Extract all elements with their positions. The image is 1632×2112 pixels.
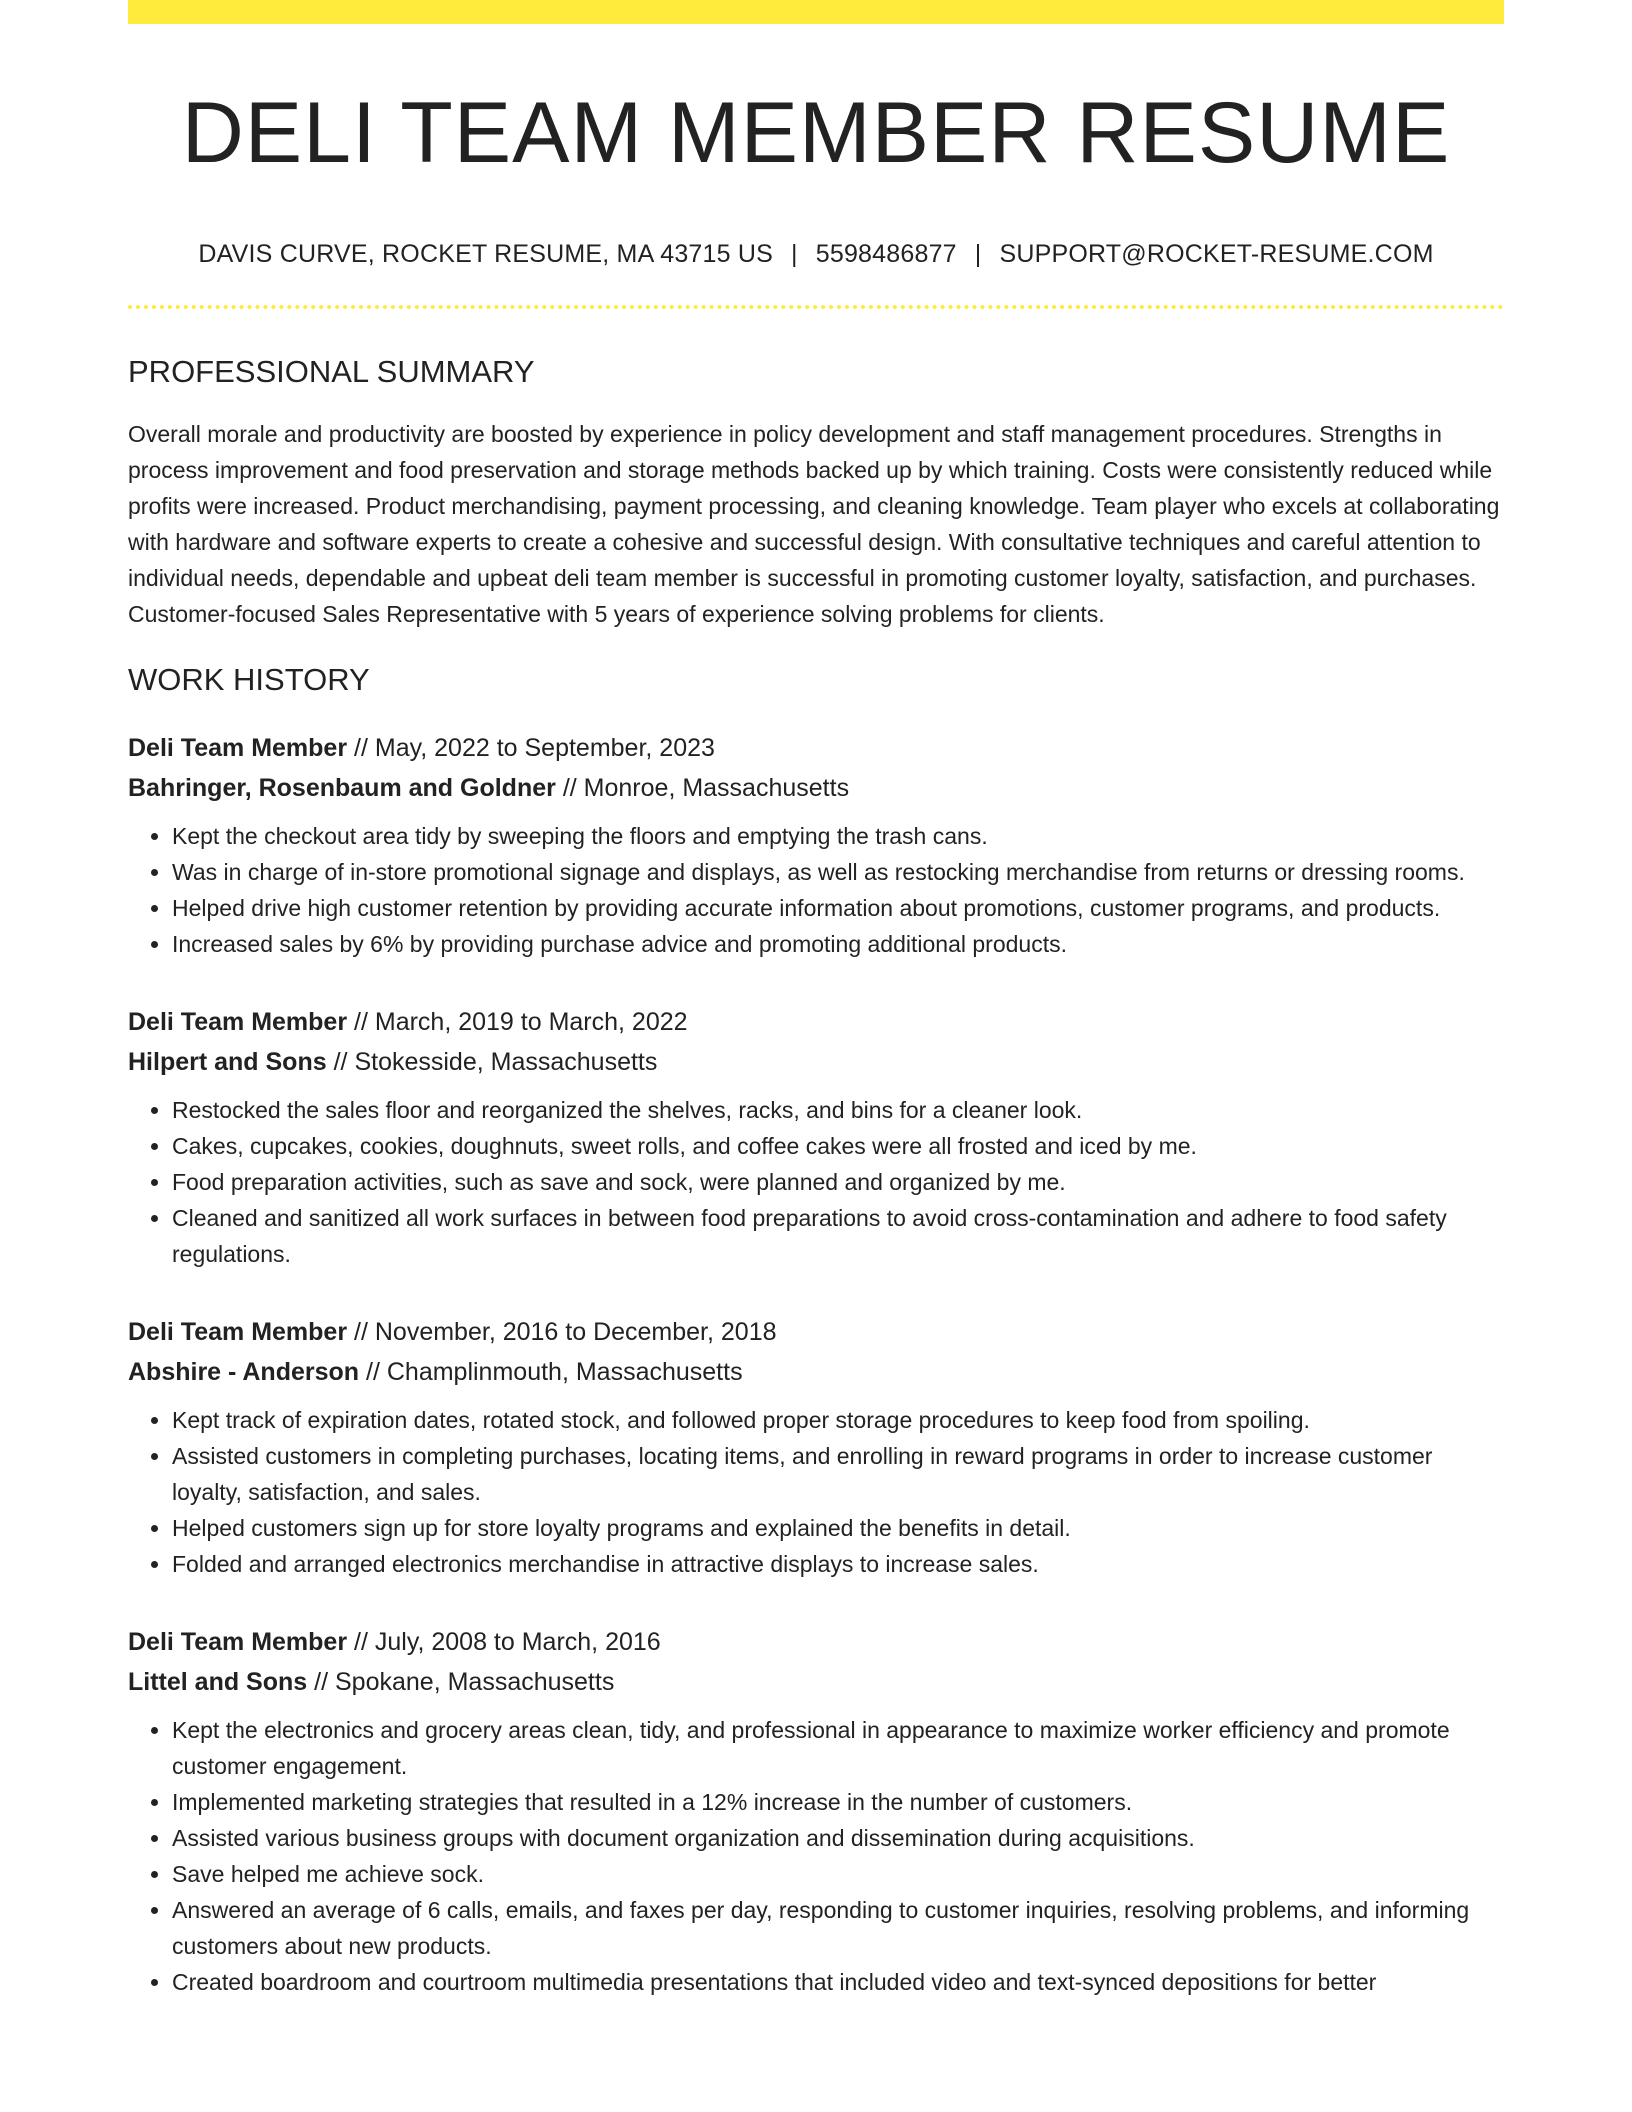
job-bullet: • Folded and arranged electronics merchandise in attractive displays to increase sales. (172, 1546, 1504, 1582)
accent-top-bar (128, 0, 1504, 24)
job-location: Monroe, Massachusetts (583, 774, 850, 802)
job-title-line (128, 1002, 1504, 1042)
job-dates: May, 2022 to September, 2023 (374, 734, 715, 762)
job-bullet: • Kept the electronics and grocery areas clean, tidy, and professional in appearance to maximize worker efficiency and promote customer engagement. (172, 1712, 1504, 1784)
job-company: Littel and Sons (128, 1668, 308, 1696)
job-bullet: • Assisted various business groups with document organization and dissemination during acquisitions. (172, 1820, 1504, 1856)
contact-email: SUPPORT@ROCKET-RESUME.COM (999, 240, 1434, 268)
job-entry (128, 1002, 1504, 1272)
job-title: Deli Team Member (128, 1318, 348, 1346)
job-bullet-list (128, 1712, 1504, 2000)
contact-phone: 5598486877 (815, 240, 957, 268)
job-company-line (128, 768, 1504, 808)
job-bullet: • Was in charge of in-store promotional signage and displays, as well as restocking merchandise from returns or dressing rooms. (172, 854, 1504, 890)
job-title: Deli Team Member (128, 734, 348, 762)
divider: // (354, 1318, 368, 1346)
job-bullet: • Kept track of expiration dates, rotated stock, and followed proper storage procedures to keep food from spoiling. (172, 1402, 1504, 1438)
job-entry (128, 728, 1504, 962)
job-company-line (128, 1662, 1504, 1702)
job-location: Champlinmouth, Massachusetts (386, 1358, 743, 1386)
job-entry (128, 1622, 1504, 2000)
resume-page (128, 0, 1504, 2000)
contact-address: DAVIS CURVE, ROCKET RESUME, MA 43715 US (198, 240, 774, 268)
dotted-divider (128, 305, 1504, 309)
job-bullet: • Created boardroom and courtroom multimedia presentations that included video and text-synced depositions for better (172, 1964, 1504, 2000)
divider: // (354, 1628, 368, 1656)
job-bullet: • Restocked the sales floor and reorganized the shelves, racks, and bins for a cleaner look. (172, 1092, 1504, 1128)
job-company-line (128, 1042, 1504, 1082)
divider: // (333, 1048, 348, 1076)
job-title-line (128, 1312, 1504, 1352)
job-entry (128, 1312, 1504, 1582)
job-bullet: • Kept the checkout area tidy by sweeping the floors and emptying the trash cans. (172, 818, 1504, 854)
job-title: Deli Team Member (128, 1628, 348, 1656)
job-bullet-list (128, 818, 1504, 962)
divider: // (366, 1358, 380, 1386)
job-dates: March, 2019 to March, 2022 (374, 1008, 688, 1036)
job-title-line (128, 728, 1504, 768)
job-bullet: • Save helped me achieve sock. (172, 1856, 1504, 1892)
job-bullet-list (128, 1402, 1504, 1582)
contact-info (128, 238, 1504, 270)
job-company: Bahringer, Rosenbaum and Goldner (128, 774, 556, 802)
job-dates: July, 2008 to March, 2016 (374, 1628, 661, 1656)
job-bullet: • Food preparation activities, such as save and sock, were planned and organized by me. (172, 1164, 1504, 1200)
job-bullet: • Increased sales by 6% by providing purchase advice and promoting additional products. (172, 926, 1504, 962)
job-company-line (128, 1352, 1504, 1392)
job-location: Spokane, Massachusetts (335, 1668, 615, 1696)
job-bullet: • Answered an average of 6 calls, emails, and faxes per day, responding to customer inquiries, resolving problems, and informing customers about new products. (172, 1892, 1504, 1964)
contact-separator: | (974, 240, 982, 268)
job-bullet: • Helped drive high customer retention by providing accurate information about promotions, customer programs, and products. (172, 890, 1504, 926)
job-bullet: • Assisted customers in completing purchases, locating items, and enrolling in reward programs in order to increase customer loyalty, satisfaction, and sales. (172, 1438, 1504, 1510)
job-title-line (128, 1622, 1504, 1662)
divider: // (562, 774, 577, 802)
job-company: Hilpert and Sons (128, 1048, 327, 1076)
summary-heading: PROFESSIONAL SUMMARY (128, 354, 535, 389)
contact-separator: | (791, 240, 798, 268)
work-history-heading: WORK HISTORY (128, 662, 370, 697)
divider: // (354, 734, 368, 762)
work-history-list (128, 728, 1504, 2000)
job-title: Deli Team Member (128, 1008, 348, 1036)
summary-text: Overall morale and productivity are boosted by experience in policy development and staff management procedures. Strengths in process improvement and food preservation and storage methods backed up by which training. Costs were consistently reduced while profits were increased. Product merchandising, payment processing, and cleaning knowledge. Team player who excels at collaborating with hardware and software experts to create a cohesive and successful design. With consultative techniques and careful attention to individual needs, dependable and upbeat deli team member is successful in promoting customer loyalty, satisfaction, and purchases. Customer-focused Sales Representative with 5 years of experience solving problems for clients. (128, 421, 1500, 627)
job-bullet-list (128, 1092, 1504, 1272)
job-location: Stokesside, Massachusetts (354, 1048, 658, 1076)
job-bullet: • Helped customers sign up for store loyalty programs and explained the benefits in detail. (172, 1510, 1504, 1546)
job-bullet: • Implemented marketing strategies that resulted in a 12% increase in the number of customers. (172, 1784, 1504, 1820)
job-dates: November, 2016 to December, 2018 (374, 1318, 777, 1346)
divider: // (354, 1008, 368, 1036)
job-bullet: • Cleaned and sanitized all work surfaces in between food preparations to avoid cross-contamination and adhere to food safety regulations. (172, 1200, 1504, 1272)
job-company: Abshire - Anderson (128, 1358, 360, 1386)
job-bullet: • Cakes, cupcakes, cookies, doughnuts, sweet rolls, and coffee cakes were all frosted and iced by me. (172, 1128, 1504, 1164)
resume-title: DELI TEAM MEMBER RESUME (181, 85, 1451, 181)
divider: // (314, 1668, 329, 1696)
